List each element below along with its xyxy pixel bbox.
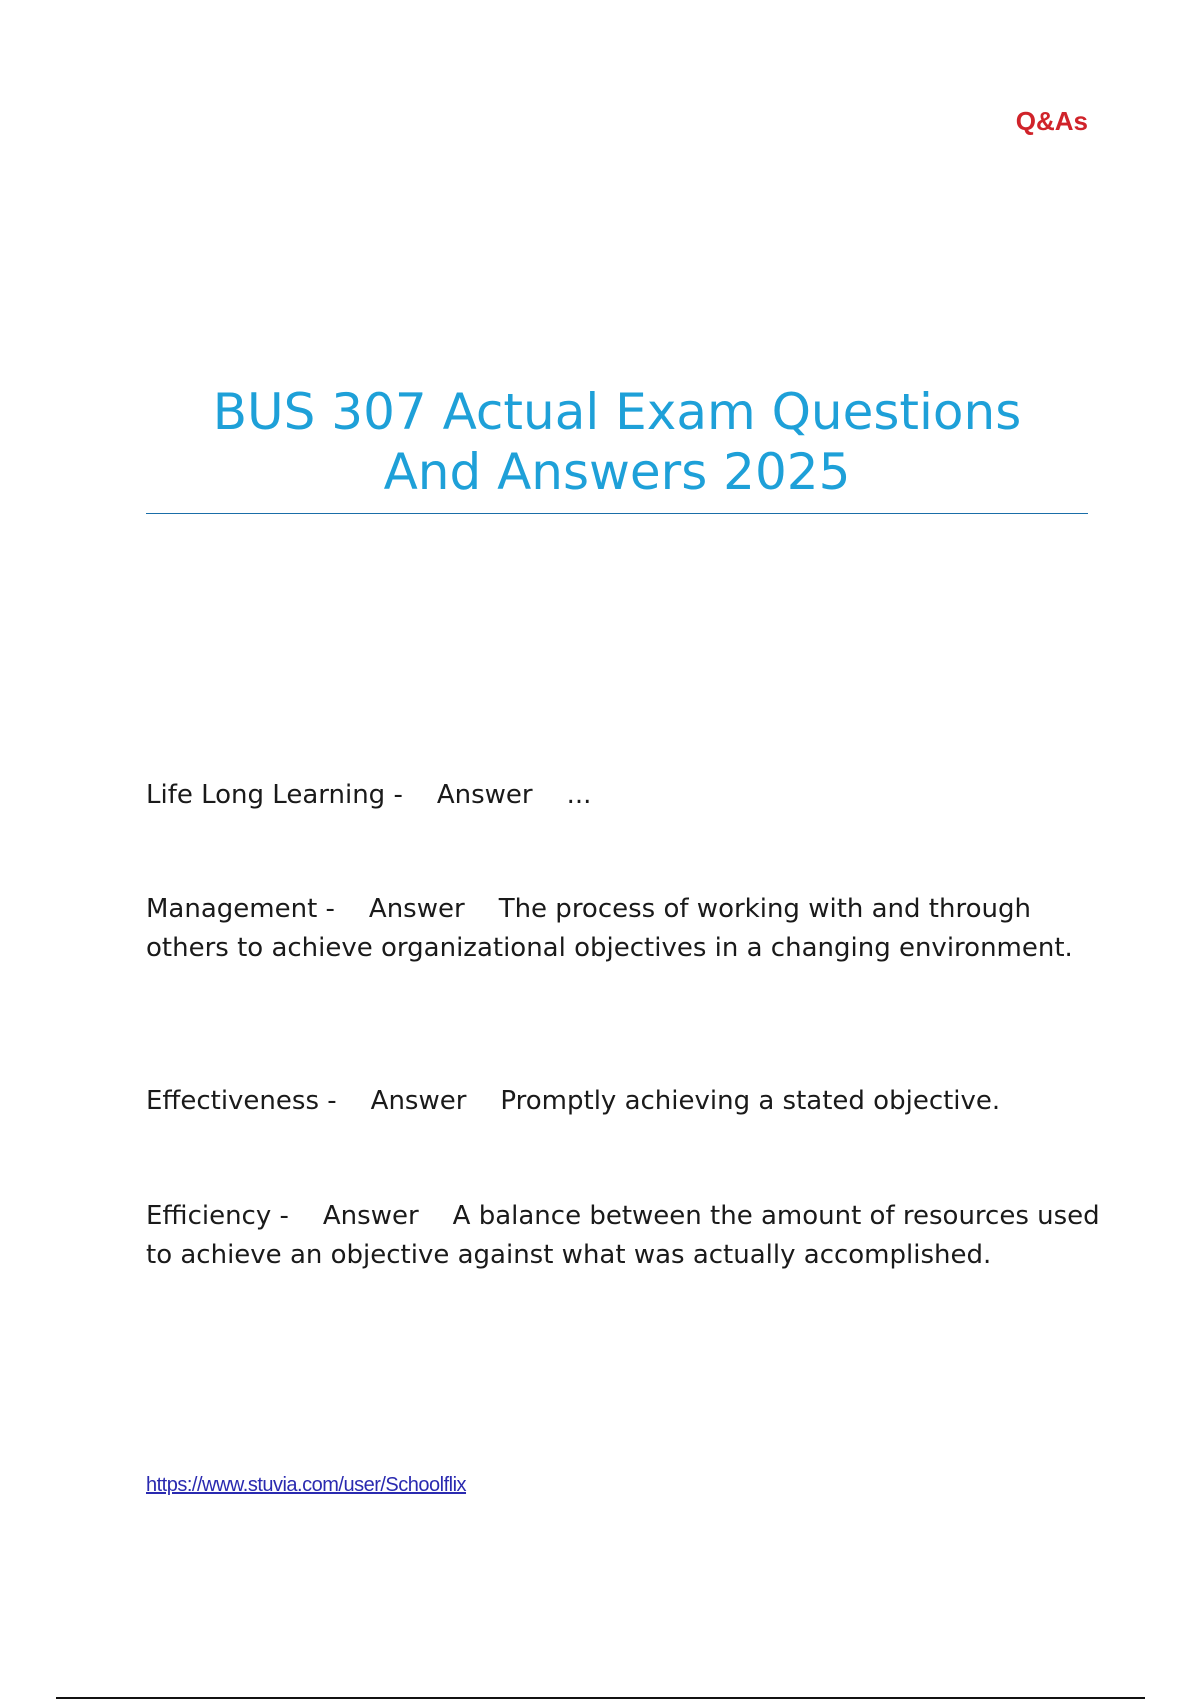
term: Effectiveness -: [146, 1086, 337, 1116]
answer-text: A balance between the amount of resources used to achieve an objective against what was actually accomplished.: [146, 1201, 1100, 1270]
answer-text: The process of working with and through others to achieve organizational objectives in a changing environment.: [146, 894, 1073, 963]
qa-item: [146, 890, 1106, 968]
qa-item: [146, 1197, 1106, 1275]
term: Efficiency -: [146, 1201, 289, 1231]
answer-label: Answer: [322, 1201, 419, 1231]
title-divider: [146, 513, 1088, 514]
qas-tag: Q&As: [1015, 106, 1088, 136]
title-line-1: BUS 307 Actual Exam Questions: [212, 383, 1022, 441]
answer-label: Answer: [368, 894, 465, 924]
qa-item: [146, 776, 1106, 815]
qa-item: [146, 1082, 1106, 1121]
footer-rule: [56, 1697, 1145, 1699]
title-line-2: And Answers 2025: [383, 443, 851, 501]
term: Management -: [146, 894, 335, 924]
answer-text: ...: [566, 780, 592, 810]
term: Life Long Learning -: [146, 780, 403, 810]
answer-label: Answer: [370, 1086, 467, 1116]
answer-label: Answer: [436, 780, 533, 810]
document-title: [146, 382, 1088, 502]
profile-link[interactable]: https://www.stuvia.com/user/Schoolflix: [146, 1474, 467, 1496]
answer-text: Promptly achieving a stated objective.: [500, 1086, 1001, 1116]
